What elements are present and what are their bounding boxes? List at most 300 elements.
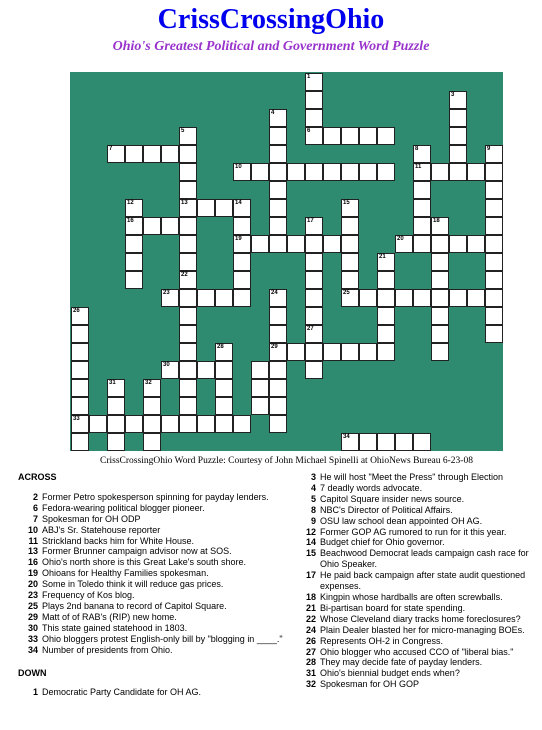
grid-cell[interactable] [341, 433, 359, 451]
grid-cell[interactable] [341, 253, 359, 271]
down-clue [296, 548, 536, 570]
grid-cell[interactable] [125, 253, 143, 271]
clue-number: 19 [235, 236, 242, 242]
grid-cell[interactable] [467, 289, 485, 307]
clue-number: 1 [307, 74, 311, 80]
clue-text: Ohioans for Healthy Families spokesman. [42, 568, 209, 579]
down-clue [296, 527, 536, 538]
grid-cell[interactable] [233, 163, 251, 181]
grid-cell[interactable] [71, 397, 89, 415]
grid-cell[interactable] [431, 235, 449, 253]
clue-num: 32 [305, 679, 316, 690]
grid-cell[interactable] [377, 271, 395, 289]
across-heading: ACROSS [18, 472, 57, 482]
down-clue [296, 570, 536, 592]
down-clue [18, 687, 288, 698]
clue-num: 15 [305, 548, 316, 559]
grid-cell[interactable] [215, 379, 233, 397]
clue-number: 22 [181, 272, 188, 278]
clue-text: Ohio blogger who accused CCO of "liberal bias." [320, 646, 514, 657]
clue-num: 8 [310, 504, 316, 515]
clue-num: 23 [27, 590, 38, 601]
grid-cell[interactable] [449, 91, 467, 109]
clue-num: 26 [305, 635, 316, 646]
grid-cell[interactable] [467, 235, 485, 253]
grid-cell[interactable] [179, 163, 197, 181]
clue-number: 18 [433, 218, 440, 224]
clue-text: NBC's Director of Political Affairs. [320, 504, 453, 515]
grid-cell[interactable] [431, 289, 449, 307]
clue-text: 7 deadly words advocate. [320, 482, 423, 493]
grid-cell[interactable] [269, 307, 287, 325]
grid-cell[interactable] [125, 415, 143, 433]
grid-cell[interactable] [179, 199, 197, 217]
clue-text: Some in Toledo think it will reduce gas prices. [42, 579, 224, 590]
clue-text: He will host "Meet the Press" through Election [320, 472, 503, 482]
clue-number: 10 [235, 164, 242, 170]
clue-num: 20 [27, 579, 38, 590]
grid-cell[interactable] [125, 235, 143, 253]
grid-cell[interactable] [197, 415, 215, 433]
down-clue [296, 472, 536, 483]
grid-cell[interactable] [179, 379, 197, 397]
clue-text: Whose Cleveland diary tracks home foreclosures? [320, 613, 521, 624]
down-clue [296, 657, 536, 668]
grid-cell[interactable] [341, 343, 359, 361]
clue-number: 31 [109, 380, 116, 386]
grid-cell[interactable] [161, 289, 179, 307]
grid-cell[interactable] [233, 199, 251, 217]
grid-cell[interactable] [179, 235, 197, 253]
grid-cell[interactable] [431, 163, 449, 181]
clue-text: Spokesman for OH ODP [42, 513, 141, 524]
grid-cell[interactable] [269, 361, 287, 379]
grid-cell[interactable] [233, 253, 251, 271]
grid-cell[interactable] [287, 343, 305, 361]
grid-cell[interactable] [413, 145, 431, 163]
clue-text: Former GOP AG rumored to run for it this year. [320, 526, 507, 537]
grid-cell[interactable] [341, 217, 359, 235]
down-clue [296, 668, 536, 679]
grid-cell[interactable] [143, 379, 161, 397]
grid-cell[interactable] [323, 163, 341, 181]
grid-cell[interactable] [161, 217, 179, 235]
clue-number: 23 [163, 290, 170, 296]
clue-number: 17 [307, 218, 314, 224]
grid-cell[interactable] [215, 289, 233, 307]
grid-cell[interactable] [251, 379, 269, 397]
grid-cell[interactable] [179, 415, 197, 433]
clue-num: 9 [310, 515, 316, 526]
grid-cell[interactable] [449, 163, 467, 181]
clue-num: 21 [305, 602, 316, 613]
grid-cell[interactable] [377, 163, 395, 181]
grid-cell[interactable] [341, 199, 359, 217]
clue-number: 20 [397, 236, 404, 242]
grid-cell[interactable] [359, 343, 377, 361]
grid-cell[interactable] [179, 217, 197, 235]
grid-cell[interactable] [161, 415, 179, 433]
grid-cell[interactable] [377, 325, 395, 343]
grid-cell[interactable] [125, 199, 143, 217]
clue-number: 27 [307, 326, 314, 332]
grid-cell[interactable] [161, 145, 179, 163]
clue-number: 3 [451, 92, 455, 98]
grid-cell[interactable] [305, 109, 323, 127]
clue-number: 16 [127, 218, 134, 224]
grid-cell[interactable] [215, 361, 233, 379]
grid-cell[interactable] [179, 181, 197, 199]
grid-cell[interactable] [413, 181, 431, 199]
grid-cell[interactable] [413, 163, 431, 181]
puzzle-subtitle: Ohio's Greatest Political and Government Word Puzzle [112, 39, 430, 54]
grid-cell[interactable] [107, 433, 125, 451]
grid-cell[interactable] [269, 163, 287, 181]
clue-text: OSU law school dean appointed OH AG. [320, 515, 483, 526]
grid-cell[interactable] [197, 361, 215, 379]
grid-cell[interactable] [413, 235, 431, 253]
clue-num: 22 [305, 613, 316, 624]
grid-cell[interactable] [179, 325, 197, 343]
down-clue [296, 625, 536, 636]
grid-cell[interactable] [215, 397, 233, 415]
grid-cell[interactable] [143, 217, 161, 235]
grid-cell[interactable] [71, 325, 89, 343]
clue-num: 31 [305, 668, 316, 679]
grid-cell[interactable] [107, 145, 125, 163]
grid-cell[interactable] [395, 235, 413, 253]
clue-num: 5 [310, 493, 316, 504]
grid-cell[interactable] [143, 415, 161, 433]
grid-cell[interactable] [305, 163, 323, 181]
clue-text: Democratic Party Candidate for OH AG. [42, 687, 202, 698]
grid-cell[interactable] [305, 235, 323, 253]
grid-cell[interactable] [251, 361, 269, 379]
puzzle-credit: CrissCrossingOhio Word Puzzle: Courtesy of John Michael Spinelli at OhioNews Bureau 6-23-08 [100, 456, 473, 466]
grid-cell[interactable] [197, 199, 215, 217]
clue-number: 21 [379, 254, 386, 260]
clue-num: 10 [27, 524, 38, 535]
grid-cell[interactable] [413, 217, 431, 235]
clue-number: 30 [163, 362, 170, 368]
down-clue-list-continued [296, 472, 536, 690]
grid-cell[interactable] [377, 433, 395, 451]
across-clue [18, 503, 288, 514]
grid-cell[interactable] [233, 289, 251, 307]
clue-num: 6 [32, 502, 38, 513]
down-clue [296, 679, 536, 690]
grid-cell[interactable] [305, 343, 323, 361]
grid-cell[interactable] [179, 271, 197, 289]
grid-cell[interactable] [179, 343, 197, 361]
clue-num: 12 [305, 526, 316, 537]
grid-cell[interactable] [467, 163, 485, 181]
grid-cell[interactable] [251, 163, 269, 181]
grid-cell[interactable] [269, 199, 287, 217]
grid-cell[interactable] [269, 217, 287, 235]
grid-cell[interactable] [143, 397, 161, 415]
clue-number: 25 [343, 290, 350, 296]
down-clue [296, 614, 536, 625]
grid-cell[interactable] [179, 145, 197, 163]
clue-text: He paid back campaign after state audit questioned expenses. [320, 570, 526, 592]
grid-cell[interactable] [269, 145, 287, 163]
down-clue-list [18, 687, 288, 698]
grid-cell[interactable] [377, 289, 395, 307]
clue-number: 28 [217, 344, 224, 350]
clue-number: 9 [487, 146, 491, 152]
grid-cell[interactable] [71, 433, 89, 451]
grid-cell[interactable] [107, 397, 125, 415]
clue-num: 25 [27, 600, 38, 611]
grid-cell[interactable] [449, 235, 467, 253]
clue-num: 13 [27, 546, 38, 557]
grid-cell[interactable] [251, 397, 269, 415]
grid-cell[interactable] [71, 343, 89, 361]
grid-cell[interactable] [341, 289, 359, 307]
grid-cell[interactable] [485, 253, 503, 271]
across-clue [18, 579, 288, 590]
grid-cell[interactable] [287, 235, 305, 253]
grid-cell[interactable] [305, 325, 323, 343]
grid-cell[interactable] [143, 145, 161, 163]
grid-cell[interactable] [413, 433, 431, 451]
clue-num: 27 [305, 646, 316, 657]
grid-cell[interactable] [215, 415, 233, 433]
grid-cell[interactable] [71, 379, 89, 397]
grid-cell[interactable] [269, 415, 287, 433]
grid-cell[interactable] [485, 271, 503, 289]
grid-cell[interactable] [269, 109, 287, 127]
grid-cell[interactable] [269, 235, 287, 253]
grid-cell[interactable] [305, 127, 323, 145]
clue-number: 5 [181, 128, 185, 134]
clue-number: 29 [271, 344, 278, 350]
grid-cell[interactable] [269, 289, 287, 307]
clue-number: 11 [415, 164, 422, 170]
grid-cell[interactable] [89, 415, 107, 433]
grid-cell[interactable] [71, 415, 89, 433]
across-clue-list [18, 492, 288, 656]
grid-cell[interactable] [449, 289, 467, 307]
grid-cell[interactable] [341, 235, 359, 253]
grid-cell[interactable] [305, 307, 323, 325]
clue-num: 19 [27, 568, 38, 579]
grid-cell[interactable] [179, 397, 197, 415]
grid-cell[interactable] [125, 271, 143, 289]
down-clue [296, 483, 536, 494]
clue-text: Ohio's biennial budget ends when? [320, 668, 460, 679]
grid-cell[interactable] [305, 253, 323, 271]
across-clue [18, 525, 288, 536]
across-clue [18, 557, 288, 568]
grid-cell[interactable] [395, 289, 413, 307]
grid-cell[interactable] [179, 307, 197, 325]
down-clue [296, 516, 536, 527]
clue-text: Kingpin whose hardballs are often screwballs. [320, 591, 503, 602]
clue-num: 34 [27, 644, 38, 655]
grid-cell[interactable] [359, 433, 377, 451]
grid-cell[interactable] [485, 217, 503, 235]
grid-cell[interactable] [107, 415, 125, 433]
grid-cell[interactable] [215, 343, 233, 361]
clue-num: 24 [305, 624, 316, 635]
grid-cell[interactable] [269, 397, 287, 415]
grid-cell[interactable] [143, 433, 161, 451]
grid-cell[interactable] [359, 163, 377, 181]
across-clue [18, 645, 288, 656]
grid-cell[interactable] [485, 199, 503, 217]
grid-cell[interactable] [125, 145, 143, 163]
grid-cell[interactable] [323, 127, 341, 145]
grid-cell[interactable] [305, 73, 323, 91]
across-clue [18, 590, 288, 601]
clue-number: 26 [73, 308, 80, 314]
grid-cell[interactable] [449, 127, 467, 145]
grid-cell[interactable] [485, 325, 503, 343]
across-clue [18, 514, 288, 525]
grid-cell[interactable] [413, 289, 431, 307]
across-clue [18, 546, 288, 557]
grid-cell[interactable] [233, 271, 251, 289]
clue-num: 29 [27, 611, 38, 622]
grid-cell[interactable] [323, 235, 341, 253]
grid-cell[interactable] [269, 127, 287, 145]
across-clue [18, 536, 288, 547]
clue-number: 32 [145, 380, 152, 386]
across-clue [18, 612, 288, 623]
clue-num: 28 [305, 657, 316, 668]
clue-num: 18 [305, 591, 316, 602]
clue-text: Ohio's north shore is this Great Lake's south shore. [42, 557, 247, 568]
grid-cell[interactable] [485, 307, 503, 325]
grid-cell[interactable] [269, 325, 287, 343]
grid-cell[interactable] [287, 163, 305, 181]
grid-cell[interactable] [377, 253, 395, 271]
clue-text: Capitol Square insider news source. [320, 493, 465, 504]
across-clue [18, 492, 288, 503]
grid-cell[interactable] [395, 433, 413, 451]
grid-cell[interactable] [377, 307, 395, 325]
grid-cell[interactable] [377, 343, 395, 361]
clue-num: 1 [32, 687, 38, 698]
clue-text: They may decide fate of payday lenders. [320, 657, 483, 668]
grid-cell[interactable] [431, 307, 449, 325]
grid-cell[interactable] [431, 343, 449, 361]
across-clue [18, 568, 288, 579]
grid-cell[interactable] [233, 235, 251, 253]
grid-cell[interactable] [485, 163, 503, 181]
grid-cell[interactable] [161, 361, 179, 379]
grid-cell[interactable] [305, 361, 323, 379]
clues-right-column [296, 472, 536, 690]
grid-cell[interactable] [305, 217, 323, 235]
grid-cell[interactable] [485, 235, 503, 253]
grid-cell[interactable] [179, 289, 197, 307]
down-clue [296, 505, 536, 516]
grid-cell[interactable] [359, 289, 377, 307]
grid-cell[interactable] [269, 379, 287, 397]
clue-number: 24 [271, 290, 278, 296]
clue-num: 30 [27, 622, 38, 633]
grid-cell[interactable] [179, 253, 197, 271]
grid-cell[interactable] [341, 163, 359, 181]
clue-number: 8 [415, 146, 419, 152]
grid-cell[interactable] [377, 127, 395, 145]
grid-cell[interactable] [485, 289, 503, 307]
clue-text: Budget chief for Ohio governor. [320, 537, 445, 548]
clue-number: 14 [235, 200, 242, 206]
grid-cell[interactable] [341, 271, 359, 289]
clue-number: 7 [109, 146, 113, 152]
grid-cell[interactable] [251, 235, 269, 253]
across-clue [18, 623, 288, 634]
grid-cell[interactable] [431, 271, 449, 289]
grid-cell[interactable] [179, 361, 197, 379]
clue-num: 3 [310, 472, 316, 482]
grid-cell[interactable] [71, 361, 89, 379]
grid-cell[interactable] [323, 343, 341, 361]
clue-number: 34 [343, 434, 350, 440]
clue-number: 4 [271, 110, 275, 116]
clue-text: Plays 2nd banana to record of Capitol Square. [42, 600, 227, 611]
grid-cell[interactable] [449, 109, 467, 127]
clue-text: Plain Dealer blasted her for micro-managing BOEs. [320, 624, 525, 635]
clue-text: Frequency of Kos blog. [42, 590, 135, 601]
grid-cell[interactable] [449, 145, 467, 163]
clue-num: 2 [32, 491, 38, 502]
grid-cell[interactable] [215, 199, 233, 217]
grid-cell[interactable] [305, 91, 323, 109]
clue-number: 12 [127, 200, 134, 206]
clue-text: Ohio bloggers protest English-only bill by "blogging in ____." [42, 633, 283, 644]
grid-cell[interactable] [413, 199, 431, 217]
grid-cell[interactable] [485, 145, 503, 163]
clue-num: 14 [305, 537, 316, 548]
grid-cell[interactable] [233, 415, 251, 433]
down-clue [296, 537, 536, 548]
grid-cell[interactable] [125, 217, 143, 235]
down-clue [296, 647, 536, 658]
grid-cell[interactable] [179, 127, 197, 145]
clue-num: 4 [310, 482, 316, 493]
clue-text: Former Petro spokesperson spinning for payday lenders. [42, 491, 269, 502]
clue-num: 16 [27, 557, 38, 568]
clue-text: Bi-partisan board for state spending. [320, 602, 466, 613]
grid-cell[interactable] [233, 217, 251, 235]
clue-text: Beachwood Democrat leads campaign cash race for Ohio Speaker. [320, 548, 529, 570]
grid-cell[interactable] [341, 127, 359, 145]
grid-cell[interactable] [305, 289, 323, 307]
down-clue [296, 636, 536, 647]
grid-cell[interactable] [71, 307, 89, 325]
grid-cell[interactable] [269, 181, 287, 199]
grid-cell[interactable] [359, 127, 377, 145]
grid-cell[interactable] [269, 343, 287, 361]
grid-cell[interactable] [431, 217, 449, 235]
grid-cell[interactable] [305, 271, 323, 289]
grid-cell[interactable] [485, 181, 503, 199]
clue-num: 33 [27, 633, 38, 644]
clues-left-column [18, 472, 288, 698]
clue-num: 7 [32, 513, 38, 524]
grid-cell[interactable] [107, 379, 125, 397]
down-clue [296, 592, 536, 603]
grid-cell[interactable] [431, 253, 449, 271]
grid-cell[interactable] [197, 289, 215, 307]
clue-text: Former Brunner campaign advisor now at SOS. [42, 546, 232, 557]
grid-cell[interactable] [431, 325, 449, 343]
